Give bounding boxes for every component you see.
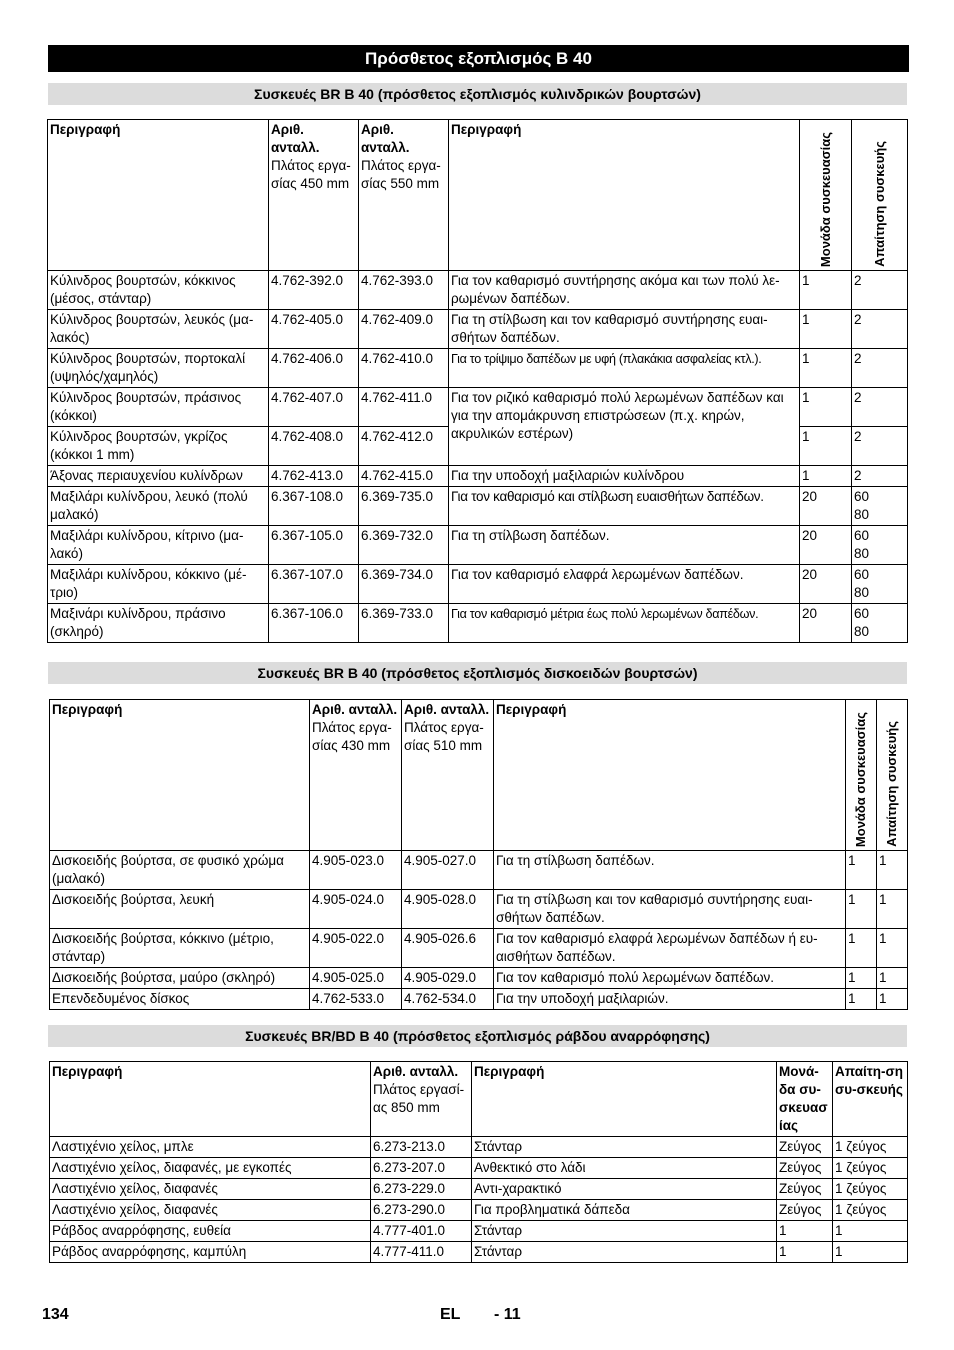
table-row (50, 989, 908, 1010)
table-row (48, 565, 908, 604)
header-width-430: Πλάτος εργα-σίας 430 mm (312, 720, 392, 753)
row-desc: Κύλινδρος βουρτσών, πράσινος (κόκκοι) (48, 388, 269, 427)
row-unit: 1 (846, 851, 877, 890)
row-part-1: 6.273-213.0 (371, 1137, 472, 1158)
table-row (48, 271, 908, 310)
row-part-1: 4.905-023.0 (310, 851, 402, 890)
row-desc: Μαξινάρι κυλίνδρου, πράσινο (σκληρό) (48, 604, 269, 643)
row-note: Αντι-χαρακτικό (472, 1179, 777, 1200)
table-header-row (50, 1062, 908, 1137)
row-note: Για τον καθαρισμό πολύ λερωμένων δαπέδων. (494, 968, 846, 989)
table-row (50, 851, 908, 890)
row-unit: 1 (846, 989, 877, 1010)
row-desc: Ράβδος αναρρόφησης, ευθεία (50, 1221, 371, 1242)
row-unit: Ζεύγος (777, 1179, 833, 1200)
table-row (48, 388, 908, 427)
header-description-2: Περιγραφή (494, 700, 846, 851)
suction-bar-table (49, 1061, 908, 1263)
table-row (50, 1200, 908, 1221)
table-row (50, 968, 908, 989)
section-3-title: Συσκευές BR/BD B 40 (πρόσθετος εξοπλισμός ράβδου αναρρόφησης) (48, 1025, 907, 1047)
row-req: 2 (852, 388, 908, 427)
row-part-1: 6.367-105.0 (269, 526, 359, 565)
row-unit: 1 (846, 968, 877, 989)
section-1-title: Συσκευές BR B 40 (πρόσθετος εξοπλισμός κυλινδρικών βουρτσών) (48, 83, 907, 105)
row-part-1: 4.762-392.0 (269, 271, 359, 310)
row-unit: 1 (800, 388, 852, 427)
sub-page-number: - 11 (494, 1306, 521, 1323)
header-device-req: Απαίτηση συσκευής (884, 721, 899, 847)
row-desc: Λαστιχένιο χείλος, διαφανές, με εγκοπές (50, 1158, 371, 1179)
row-unit: 1 (846, 929, 877, 968)
header-part-no: Αριθ. ανταλλ. (373, 1064, 459, 1079)
row-part-1: 4.762-406.0 (269, 349, 359, 388)
row-unit: 20 (800, 565, 852, 604)
row-req-value-2: 80 (854, 546, 870, 561)
header-part-430 (310, 700, 402, 851)
row-req: 1 ζεύγος (833, 1179, 908, 1200)
row-note: Για την υποδοχή μαξιλαριών κυλίνδρου (449, 466, 800, 487)
row-note: Στάνταρ (472, 1221, 777, 1242)
row-unit: 20 (800, 487, 852, 526)
row-part-2: 4.905-027.0 (402, 851, 494, 890)
cylinder-brush-table (47, 119, 908, 643)
row-req: 2 (852, 271, 908, 310)
row-part-2: 4.905-028.0 (402, 890, 494, 929)
row-desc: Δισκοειδής βούρτσα, λευκή (50, 890, 310, 929)
table-row (50, 1158, 908, 1179)
table-row (48, 310, 908, 349)
row-part-2: 4.905-029.0 (402, 968, 494, 989)
row-req: 2 (852, 427, 908, 466)
row-req: 1 (877, 890, 908, 929)
table-row (48, 604, 908, 643)
row-desc: Κύλινδρος βουρτσών, λευκός (μα-λακός) (48, 310, 269, 349)
row-note: Για το τρίψιμο δαπέδων με υφή (πλακάκια ασφαλείας κτλ.). (449, 349, 800, 388)
row-desc: Κύλινδρος βουρτσών, κόκκινος (μέσος, στάνταρ) (48, 271, 269, 310)
row-note: Για προβληματικά δάπεδα (472, 1200, 777, 1221)
row-note-merged: Για τον ριζικό καθαρισμό πολύ λερωμένων δαπέδων και για την απομάκρυνση επιστρώσεων (π.χ. κηρών, ακρυλικών εστέρων) (449, 388, 800, 466)
header-part-550 (359, 120, 449, 271)
page-number: 134 (42, 1306, 69, 1323)
row-part-1: 6.367-108.0 (269, 487, 359, 526)
row-desc: Λαστιχένιο χείλος, διαφανές (50, 1179, 371, 1200)
table-row (50, 929, 908, 968)
header-part-no: Αριθ. ανταλλ. (271, 122, 320, 155)
row-desc: Μαξιλάρι κυλίνδρου, λευκό (πολύ μαλακό) (48, 487, 269, 526)
row-desc: Μαξιλάρι κυλίνδρου, κόκκινο (μέ-τριο) (48, 565, 269, 604)
row-req: 1 (833, 1242, 908, 1263)
row-note: Για τη στίλβωση δαπέδων. (449, 526, 800, 565)
row-part-1: 4.762-408.0 (269, 427, 359, 466)
row-req-value-2: 80 (854, 624, 870, 639)
row-desc: Ράβδος αναρρόφησης, καμπύλη (50, 1242, 371, 1263)
row-desc: Άξονας περιαυχενίου κυλίνδρων (48, 466, 269, 487)
table-row (50, 890, 908, 929)
row-unit: 1 (800, 310, 852, 349)
row-part-2: 4.762-534.0 (402, 989, 494, 1010)
page-title: Πρόσθετος εξοπλισμός B 40 (48, 45, 909, 72)
row-req-value-2: 80 (854, 507, 870, 522)
disc-brush-table (49, 699, 908, 1010)
row-req-value: 60 (854, 567, 870, 582)
row-unit: 1 (846, 890, 877, 929)
row-unit: 20 (800, 604, 852, 643)
header-part-no: Αριθ. ανταλλ. (312, 702, 398, 717)
table-row (48, 487, 908, 526)
row-req: 2 (852, 310, 908, 349)
header-device-req-cell (877, 700, 908, 851)
row-part-1: 6.273-290.0 (371, 1200, 472, 1221)
row-part-1: 6.273-229.0 (371, 1179, 472, 1200)
header-width-550: Πλάτος εργα-σίας 550 mm (361, 158, 441, 191)
section-2-title: Συσκευές BR B 40 (πρόσθετος εξοπλισμός δισκοειδών βουρτσών) (48, 662, 907, 684)
header-pack-unit: Μονάδα συσκευασίας (817, 131, 833, 267)
row-desc: Λαστιχένιο χείλος, διαφανές (50, 1200, 371, 1221)
row-note: Για τον καθαρισμό και στίλβωση ευαισθήτων δαπέδων. (449, 487, 800, 526)
row-req: 1 ζεύγος (833, 1137, 908, 1158)
row-part-1: 6.367-106.0 (269, 604, 359, 643)
table-row (50, 1221, 908, 1242)
header-description: Περιγραφή (50, 1062, 371, 1137)
row-desc: Κύλινδρος βουρτσών, γκρίζος (κόκκοι 1 mm) (48, 427, 269, 466)
row-part-2: 6.369-734.0 (359, 565, 449, 604)
row-part-1: 4.905-022.0 (310, 929, 402, 968)
row-part-1: 6.367-107.0 (269, 565, 359, 604)
row-part-2: 4.762-410.0 (359, 349, 449, 388)
table-header-row (48, 120, 908, 271)
row-unit: 1 (777, 1221, 833, 1242)
table-row (50, 1242, 908, 1263)
row-note: Για τον καθαρισμό μέτρια έως πολύ λερωμένων δαπέδων. (449, 604, 800, 643)
row-req-value-2: 80 (854, 585, 870, 600)
header-part-no: Αριθ. ανταλλ. (361, 122, 410, 155)
row-unit: 1 (800, 349, 852, 388)
row-part-1: 4.762-413.0 (269, 466, 359, 487)
header-device-req: Απαίτηση συσκευής (871, 141, 887, 267)
header-description-2: Περιγραφή (449, 120, 800, 271)
row-part-1: 4.762-533.0 (310, 989, 402, 1010)
row-unit: 1 (800, 466, 852, 487)
row-req: 1 ζεύγος (833, 1200, 908, 1221)
row-req (852, 487, 908, 526)
row-part-1: 4.905-025.0 (310, 968, 402, 989)
row-req: 1 ζεύγος (833, 1158, 908, 1179)
header-width-510: Πλάτος εργα-σίας 510 mm (404, 720, 484, 753)
row-req (852, 565, 908, 604)
row-req: 1 (877, 968, 908, 989)
row-part-2: 6.369-732.0 (359, 526, 449, 565)
row-note: Ανθεκτικό στο λάδι (472, 1158, 777, 1179)
header-width-850: Πλάτος εργασί-ας 850 mm (373, 1082, 465, 1115)
row-req: 1 (877, 851, 908, 890)
row-note: Για τον καθαρισμό ελαφρά λερωμένων δαπέδων. (449, 565, 800, 604)
row-part-1: 4.777-401.0 (371, 1221, 472, 1242)
row-part-2: 4.762-409.0 (359, 310, 449, 349)
row-note: Στάνταρ (472, 1137, 777, 1158)
row-unit: 20 (800, 526, 852, 565)
row-part-1: 4.777-411.0 (371, 1242, 472, 1263)
row-req-value: 60 (854, 489, 870, 504)
row-unit: Ζεύγος (777, 1137, 833, 1158)
table-row (48, 349, 908, 388)
row-part-2: 4.905-026.6 (402, 929, 494, 968)
row-desc: Επενδεδυμένος δίσκος (50, 989, 310, 1010)
row-req: 2 (852, 349, 908, 388)
row-unit: 1 (800, 427, 852, 466)
row-req: 1 (877, 989, 908, 1010)
header-part-no: Αριθ. ανταλλ. (404, 702, 490, 717)
header-part-510 (402, 700, 494, 851)
table-row (48, 526, 908, 565)
header-description: Περιγραφή (50, 700, 310, 851)
header-description-2: Περιγραφή (472, 1062, 777, 1137)
row-req-value: 60 (854, 528, 870, 543)
row-note: Για τη στίλβωση και τον καθαρισμό συντήρησης ευαι-σθήτων δαπέδων. (449, 310, 800, 349)
row-desc: Μαξιλάρι κυλίνδρου, κίτρινο (μα-λακό) (48, 526, 269, 565)
row-desc: Δισκοειδής βούρτσα, μαύρο (σκληρό) (50, 968, 310, 989)
row-unit: Ζεύγος (777, 1158, 833, 1179)
row-part-1: 4.762-405.0 (269, 310, 359, 349)
row-req: 1 (833, 1221, 908, 1242)
language-code: EL (440, 1306, 461, 1323)
row-unit: 1 (777, 1242, 833, 1263)
header-part-450 (269, 120, 359, 271)
table-row (48, 466, 908, 487)
row-req (852, 526, 908, 565)
header-part-850 (371, 1062, 472, 1137)
row-req: 1 (877, 929, 908, 968)
row-part-2: 4.762-415.0 (359, 466, 449, 487)
row-note: Για τη στίλβωση και τον καθαρισμό συντήρησης ευαι-σθήτων δαπέδων. (494, 890, 846, 929)
row-note: Για την υποδοχή μαξιλαριών. (494, 989, 846, 1010)
header-width-450: Πλάτος εργα-σίας 450 mm (271, 158, 351, 191)
row-note: Για τη στίλβωση δαπέδων. (494, 851, 846, 890)
row-note: Στάνταρ (472, 1242, 777, 1263)
table-row (50, 1179, 908, 1200)
header-pack-unit: Μονάδα συσκευασίας (853, 711, 868, 847)
row-part-2: 6.369-735.0 (359, 487, 449, 526)
header-pack-unit-cell (800, 120, 852, 271)
row-part-1: 4.762-407.0 (269, 388, 359, 427)
row-req: 2 (852, 466, 908, 487)
row-part-2: 6.369-733.0 (359, 604, 449, 643)
row-part-2: 4.762-393.0 (359, 271, 449, 310)
header-pack-unit: Μονά-δα συ-σκευασ ίας (777, 1062, 833, 1137)
row-req (852, 604, 908, 643)
header-device-req-cell (852, 120, 908, 271)
row-part-2: 4.762-411.0 (359, 388, 449, 427)
row-note: Για τον καθαρισμό ελαφρά λερωμένων δαπέδων ή ευ-αισθήτων δαπέδων. (494, 929, 846, 968)
row-unit: 1 (800, 271, 852, 310)
row-part-2: 4.762-412.0 (359, 427, 449, 466)
row-req-value: 60 (854, 606, 870, 621)
row-desc: Κύλινδρος βουρτσών, πορτοκαλί (υψηλός/χαμηλός) (48, 349, 269, 388)
table-row (50, 1137, 908, 1158)
header-pack-unit-cell (846, 700, 877, 851)
row-note: Για τον καθαρισμό συντήρησης ακόμα και των πολύ λε-ρωμένων δαπέδων. (449, 271, 800, 310)
row-desc: Δισκοειδής βούρτσα, σε φυσικό χρώμα (μαλακό) (50, 851, 310, 890)
header-description: Περιγραφή (48, 120, 269, 271)
row-desc: Δισκοειδής βούρτσα, κόκκινο (μέτριο, στάνταρ) (50, 929, 310, 968)
row-part-1: 6.273-207.0 (371, 1158, 472, 1179)
header-device-req: Απαίτη-ση συ-σκευής (833, 1062, 908, 1137)
row-unit: Ζεύγος (777, 1200, 833, 1221)
row-part-1: 4.905-024.0 (310, 890, 402, 929)
table-header-row (50, 700, 908, 851)
row-desc: Λαστιχένιο χείλος, μπλε (50, 1137, 371, 1158)
